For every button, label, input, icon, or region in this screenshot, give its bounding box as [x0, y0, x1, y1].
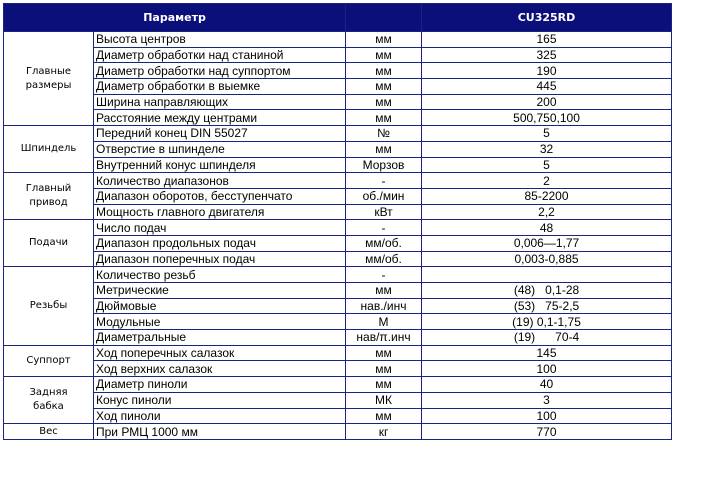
- unit-cell: мм: [346, 110, 422, 126]
- table-row: [4, 188, 672, 204]
- value-cell: 0,003-0,885: [422, 251, 672, 267]
- unit-cell: МК: [346, 392, 422, 408]
- table-row: [4, 283, 672, 299]
- unit-cell: мм: [346, 283, 422, 299]
- unit-cell: М: [346, 314, 422, 330]
- unit-cell: мм/об.: [346, 235, 422, 251]
- unit-cell: -: [346, 267, 422, 283]
- param-cell: Метрические: [94, 283, 346, 299]
- table-row: [4, 63, 672, 79]
- param-cell: Диаметр пиноли: [94, 377, 346, 393]
- param-cell: Диаметр обработки в выемке: [94, 79, 346, 95]
- table-row: [4, 330, 672, 346]
- value-cell: 770: [422, 424, 672, 440]
- table-row: [4, 32, 672, 48]
- param-cell: Отверстие в шпинделе: [94, 141, 346, 157]
- group-label: Главные размеры: [4, 32, 94, 126]
- value-cell: [422, 267, 672, 283]
- table-row: [4, 94, 672, 110]
- value-cell: 165: [422, 32, 672, 48]
- param-cell: При РМЦ 1000 мм: [94, 424, 346, 440]
- param-cell: Ход верхних салазок: [94, 361, 346, 377]
- table-row: [4, 173, 672, 189]
- unit-cell: мм: [346, 32, 422, 48]
- table-row: [4, 298, 672, 314]
- spec-body: [4, 32, 672, 440]
- unit-cell: нав/π.инч: [346, 330, 422, 346]
- value-cell: (48) 0,1-28: [422, 283, 672, 299]
- table-row: [4, 47, 672, 63]
- value-cell: 48: [422, 220, 672, 236]
- header-unit: [346, 4, 422, 32]
- value-cell: (53) 75-2,5: [422, 298, 672, 314]
- value-cell: 500,750,100: [422, 110, 672, 126]
- value-cell: 200: [422, 94, 672, 110]
- table-row: [4, 314, 672, 330]
- param-cell: Конус пиноли: [94, 392, 346, 408]
- table-row: [4, 361, 672, 377]
- value-cell: (19) 70-4: [422, 330, 672, 346]
- value-cell: 3: [422, 392, 672, 408]
- param-cell: Ход пиноли: [94, 408, 346, 424]
- unit-cell: кВт: [346, 204, 422, 220]
- value-cell: 325: [422, 47, 672, 63]
- table-row: [4, 204, 672, 220]
- unit-cell: нав./инч: [346, 298, 422, 314]
- unit-cell: кг: [346, 424, 422, 440]
- param-cell: Внутренний конус шпинделя: [94, 157, 346, 173]
- param-cell: Диапазон оборотов, бесступенчато: [94, 188, 346, 204]
- param-cell: Передний конец DIN 55027: [94, 126, 346, 142]
- param-cell: Мощность главного двигателя: [94, 204, 346, 220]
- table-row: [4, 235, 672, 251]
- table-row: [4, 79, 672, 95]
- param-cell: Высота центров: [94, 32, 346, 48]
- value-cell: 0,006—1,77: [422, 235, 672, 251]
- table-row: [4, 157, 672, 173]
- group-label: Задняя бабка: [4, 377, 94, 424]
- value-cell: 445: [422, 79, 672, 95]
- param-cell: Диапазон поперечных подач: [94, 251, 346, 267]
- value-cell: 100: [422, 408, 672, 424]
- unit-cell: мм: [346, 408, 422, 424]
- value-cell: 85-2200: [422, 188, 672, 204]
- unit-cell: мм: [346, 94, 422, 110]
- value-cell: 32: [422, 141, 672, 157]
- table-row: [4, 251, 672, 267]
- unit-cell: мм: [346, 345, 422, 361]
- param-cell: Ширина направляющих: [94, 94, 346, 110]
- value-cell: (19) 0,1-1,75: [422, 314, 672, 330]
- group-label: Шпиндель: [4, 126, 94, 173]
- param-cell: Расстояние между центрами: [94, 110, 346, 126]
- table-row: [4, 141, 672, 157]
- unit-cell: мм: [346, 47, 422, 63]
- value-cell: 40: [422, 377, 672, 393]
- table-row: [4, 267, 672, 283]
- table-row: [4, 424, 672, 440]
- unit-cell: -: [346, 173, 422, 189]
- param-cell: Модульные: [94, 314, 346, 330]
- value-cell: 2: [422, 173, 672, 189]
- param-cell: Количество диапазонов: [94, 173, 346, 189]
- header-model: CU325RD: [422, 4, 672, 32]
- table-row: [4, 126, 672, 142]
- group-label: Главный привод: [4, 173, 94, 220]
- table-row: [4, 345, 672, 361]
- unit-cell: мм: [346, 361, 422, 377]
- table-row: [4, 220, 672, 236]
- unit-cell: -: [346, 220, 422, 236]
- unit-cell: мм: [346, 141, 422, 157]
- unit-cell: Морзов: [346, 157, 422, 173]
- param-cell: Число подач: [94, 220, 346, 236]
- table-row: [4, 377, 672, 393]
- spec-table: [3, 3, 672, 440]
- group-label: Резьбы: [4, 267, 94, 345]
- unit-cell: мм: [346, 377, 422, 393]
- value-cell: 5: [422, 157, 672, 173]
- unit-cell: №: [346, 126, 422, 142]
- unit-cell: об./мин: [346, 188, 422, 204]
- group-label: Суппорт: [4, 345, 94, 376]
- value-cell: 5: [422, 126, 672, 142]
- param-cell: Количество резьб: [94, 267, 346, 283]
- unit-cell: мм: [346, 63, 422, 79]
- param-cell: Диапазон продольных подач: [94, 235, 346, 251]
- group-label: Подачи: [4, 220, 94, 267]
- param-cell: Диаметр обработки над станиной: [94, 47, 346, 63]
- value-cell: 190: [422, 63, 672, 79]
- unit-cell: мм/об.: [346, 251, 422, 267]
- param-cell: Дюймовые: [94, 298, 346, 314]
- table-row: [4, 392, 672, 408]
- header-row: [4, 4, 672, 32]
- param-cell: Диаметральные: [94, 330, 346, 346]
- param-cell: Диаметр обработки над суппортом: [94, 63, 346, 79]
- value-cell: 100: [422, 361, 672, 377]
- table-row: [4, 110, 672, 126]
- value-cell: 145: [422, 345, 672, 361]
- param-cell: Ход поперечных салазок: [94, 345, 346, 361]
- group-label: Вес: [4, 424, 94, 440]
- table-row: [4, 408, 672, 424]
- header-parameter: Параметр: [4, 4, 346, 32]
- value-cell: 2,2: [422, 204, 672, 220]
- unit-cell: мм: [346, 79, 422, 95]
